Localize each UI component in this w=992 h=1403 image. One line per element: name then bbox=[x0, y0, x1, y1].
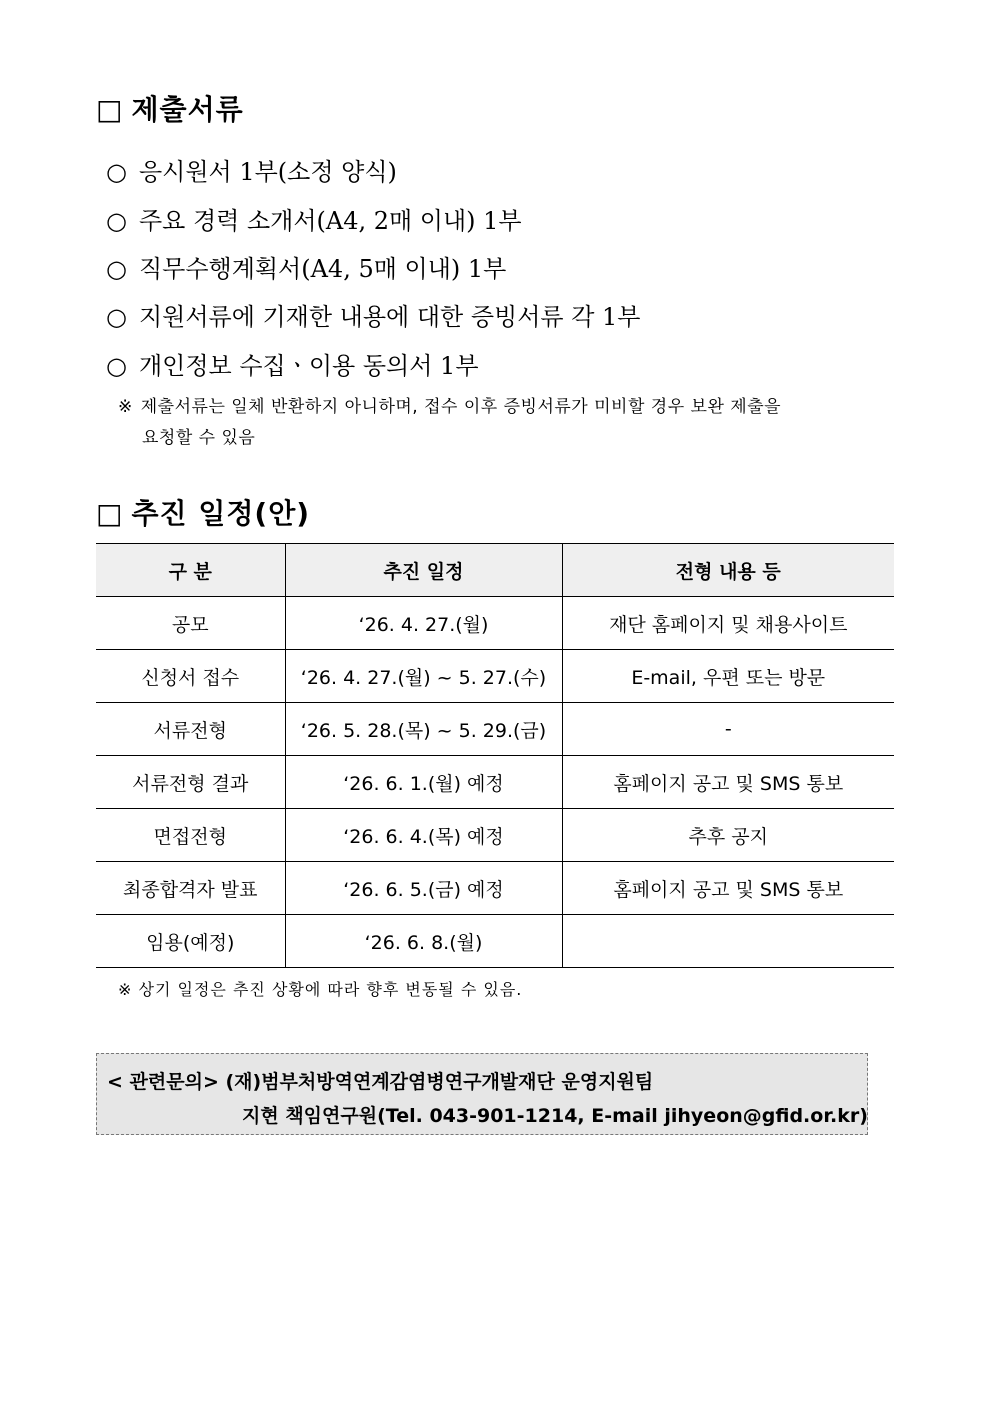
section-heading-schedule bbox=[96, 492, 310, 532]
cell-category: 서류전형 결과 bbox=[96, 756, 285, 809]
table-row bbox=[96, 915, 894, 968]
document-item-text: 응시원서 1부(소정 양식) bbox=[138, 158, 397, 186]
circle-bullet-icon: ○ bbox=[106, 207, 127, 235]
checkbox-square-icon: □ bbox=[96, 93, 124, 126]
table-row bbox=[96, 862, 894, 915]
circle-bullet-icon: ○ bbox=[106, 255, 127, 283]
contact-line-1: < 관련문의> (재)범부처방역연계감염병연구개발재단 운영지원팀 bbox=[107, 1071, 654, 1093]
schedule-note: ※ 상기 일정은 추진 상황에 따라 향후 변동될 수 있음. bbox=[118, 980, 523, 999]
reference-mark-icon: ※ bbox=[118, 397, 133, 417]
note-line-2: 요청할 수 있음 bbox=[142, 428, 256, 448]
cell-category: 신청서 접수 bbox=[96, 650, 285, 703]
note-line-1: 제출서류는 일체 반환하지 아니하며, 접수 이후 증빙서류가 미비할 경우 보완 제출을 bbox=[140, 397, 782, 417]
cell-schedule: ‘26. 6. 8.(월) bbox=[285, 915, 562, 968]
document-item bbox=[106, 346, 479, 381]
circle-bullet-icon: ○ bbox=[106, 303, 127, 331]
cell-schedule: ‘26. 5. 28.(목) ~ 5. 29.(금) bbox=[285, 703, 562, 756]
cell-category: 면접전형 bbox=[96, 809, 285, 862]
header-category: 구 분 bbox=[96, 544, 285, 597]
document-item bbox=[106, 152, 397, 187]
header-details: 전형 내용 등 bbox=[562, 544, 894, 597]
cell-schedule: ‘26. 6. 5.(금) 예정 bbox=[285, 862, 562, 915]
document-item-text: 직무수행계획서(A4, 5매 이내) 1부 bbox=[138, 255, 507, 283]
cell-details: 홈페이지 공고 및 SMS 통보 bbox=[562, 756, 894, 809]
cell-category: 최종합격자 발표 bbox=[96, 862, 285, 915]
cell-schedule: ‘26. 6. 4.(목) 예정 bbox=[285, 809, 562, 862]
cell-schedule: ‘26. 4. 27.(월) bbox=[285, 597, 562, 650]
contact-box bbox=[96, 1053, 868, 1135]
document-item-text: 주요 경력 소개서(A4, 2매 이내) 1부 bbox=[138, 207, 522, 235]
checkbox-square-icon: □ bbox=[96, 497, 124, 530]
cell-details: - bbox=[562, 703, 894, 756]
cell-schedule: ‘26. 6. 1.(월) 예정 bbox=[285, 756, 562, 809]
cell-category: 공모 bbox=[96, 597, 285, 650]
cell-details: 홈페이지 공고 및 SMS 통보 bbox=[562, 862, 894, 915]
circle-bullet-icon: ○ bbox=[106, 158, 127, 186]
cell-schedule: ‘26. 4. 27.(월) ~ 5. 27.(수) bbox=[285, 650, 562, 703]
table-row bbox=[96, 809, 894, 862]
section-title: 추진 일정(안) bbox=[131, 497, 311, 530]
cell-category: 서류전형 bbox=[96, 703, 285, 756]
circle-bullet-icon: ○ bbox=[106, 352, 127, 380]
table-row bbox=[96, 650, 894, 703]
section-title: 제출서류 bbox=[131, 93, 244, 126]
cell-details bbox=[562, 915, 894, 968]
documents-note bbox=[118, 392, 898, 454]
table-header-row bbox=[96, 544, 894, 597]
cell-details: E-mail, 우편 또는 방문 bbox=[562, 650, 894, 703]
document-item bbox=[106, 249, 506, 284]
table-row bbox=[96, 756, 894, 809]
schedule-table bbox=[96, 543, 894, 968]
section-heading-documents bbox=[96, 88, 244, 128]
document-item-text: 개인정보 수집ㆍ이용 동의서 1부 bbox=[138, 352, 479, 380]
header-schedule: 추진 일정 bbox=[285, 544, 562, 597]
cell-details: 재단 홈페이지 및 채용사이트 bbox=[562, 597, 894, 650]
table-row bbox=[96, 703, 894, 756]
contact-line-2: 지현 책임연구원(Tel. 043-901-1214, E-mail jihyeon@gfid.or.kr) bbox=[242, 1105, 868, 1127]
document-item bbox=[106, 201, 522, 236]
document-item-text: 지원서류에 기재한 내용에 대한 증빙서류 각 1부 bbox=[138, 303, 641, 331]
document-item bbox=[106, 297, 641, 332]
table-row bbox=[96, 597, 894, 650]
cell-details: 추후 공지 bbox=[562, 809, 894, 862]
cell-category: 임용(예정) bbox=[96, 915, 285, 968]
